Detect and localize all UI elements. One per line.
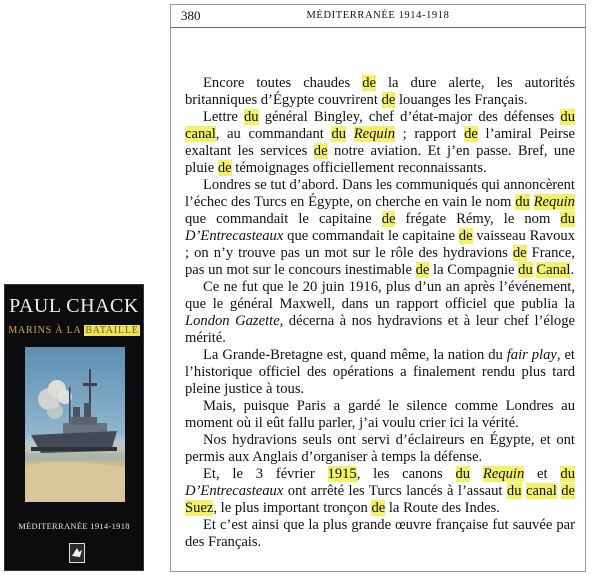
paragraph-8: Et, le 3 février 1915, les canons du Requin et du D’Entrecasteaux ont arrêté les Turcs lancés à l’assaut du canal de Suez, le plus important tronçon de la Route des Indes. — [185, 466, 575, 516]
page-header — [171, 5, 585, 28]
paragraph-2: Lettre du général Bingley, chef d’état-major des défenses du canal, au commandant du Requin ; rapport de l’amiral Peirse exaltant les services de notre aviation. Et j’en passe. Bref, une pluie de témoignages officiellement reconnaissants. — [185, 109, 576, 176]
paragraph-1: Encore toutes chaudes de la dure alerte, les autorités britanniques d’Égypte couvrirent de louanges les Français. — [185, 75, 575, 108]
cover-author: PAUL CHACK — [9, 295, 139, 317]
cover-series-part1: MARINS À LA — [8, 325, 85, 336]
page-number: 380 — [181, 8, 201, 23]
paragraph-7: Nos hydravions seuls ont servi d’éclaireurs en Égypte, et ont permis aux Anglais d’organiser à temps la défense. — [185, 432, 575, 465]
running-head: MÉDITERRANÉE 1914-1918 — [306, 10, 450, 21]
paragraph-6: Mais, puisque Paris a gardé le silence comme Londres au moment où il eût fallu parler, j’ai voulu crier ici la vérité. — [185, 398, 575, 431]
cover-subtitle: MÉDITERRANÉE 1914-1918 — [18, 521, 130, 531]
book-page — [170, 4, 586, 572]
paragraph-5: La Grande-Bretagne est, quand même, la nation du fair play, et l’historique officiel des opérations a finalement rendu plus tard pleine justice à tous. — [185, 347, 575, 397]
paragraph-3: Londres se tut d’abord. Dans les communiqués qui annoncèrent l’échec des Turcs en Égypte, on cherche en vain le nom du Requin que commandait le capitaine de frégate Rémy, le nom du D’Entrecasteaux que commandait le capitaine de vaisseau Ravoux ; on n’y trouve pas un mot sur le rôle des hydravions de France, pas un mot sur le concours inestimable de la Compagnie du Canal. — [185, 177, 575, 278]
publisher-logo — [69, 543, 85, 563]
warship-painting — [25, 347, 125, 502]
paragraph-9: Et c’est ainsi que la plus grande œuvre française fut sauvée par des Français. — [185, 517, 575, 550]
cover-series-title — [5, 325, 143, 336]
book-cover — [4, 284, 144, 571]
paragraph-4: Ce ne fut que le 20 juin 1916, plus d’un an après l’événement, que le général Maxwell, dans un rapport officiel que publia la London Gazette, décerna à nos hydravions et à leur chef l’éloge mérité. — [185, 279, 575, 346]
page-body — [185, 75, 575, 551]
cover-series-part2: BATAILLE — [85, 325, 139, 336]
